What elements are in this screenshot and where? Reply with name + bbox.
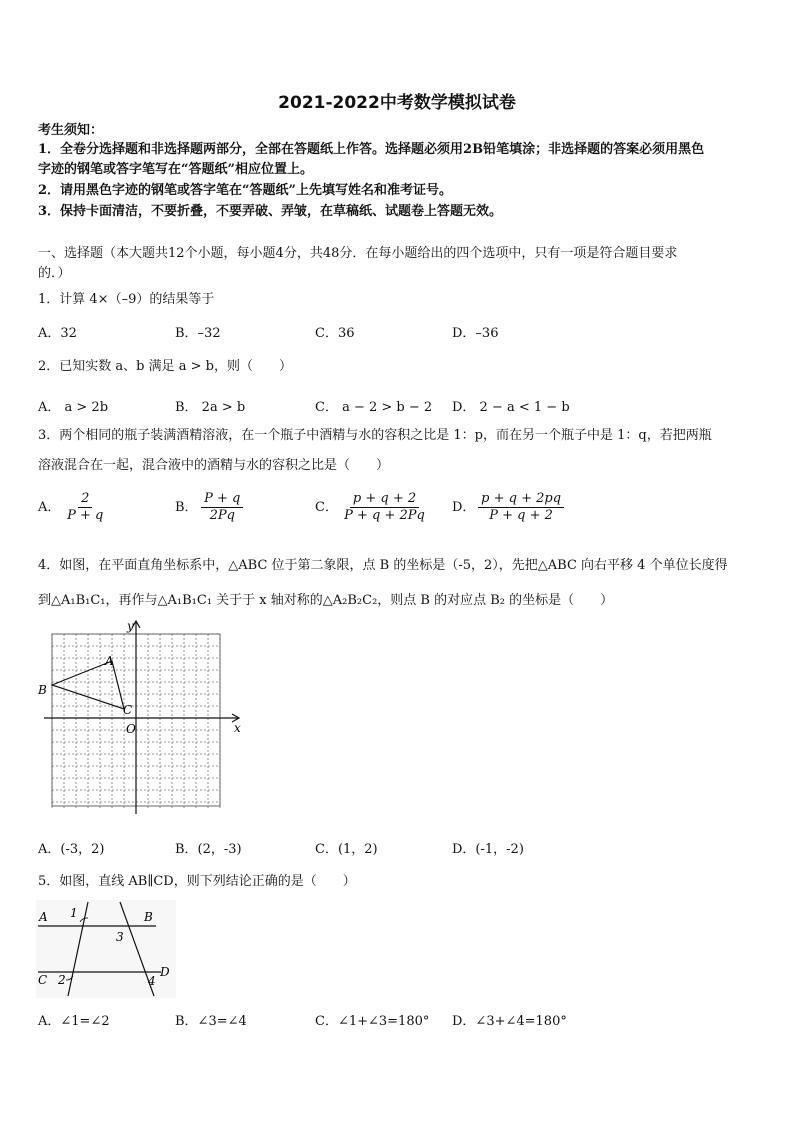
q4-label-a: A [105, 654, 114, 668]
q2-option-a[interactable]: A． a > 2b [38, 400, 109, 415]
q3-option-a-denominator: P + q [67, 508, 104, 523]
q4-stem-line1: 4．如图，在平面直角坐标系中，△ABC 位于第二象限，点 B 的坐标是（-5，2），先把△ABC 向右平移 4 个单位长度得 [38, 558, 728, 573]
q4-label-y: y [127, 619, 134, 633]
q5-label-angle-4: 4 [148, 974, 156, 988]
q1-option-b[interactable]: B．–32 [175, 326, 221, 341]
q3-option-c-fraction [341, 491, 428, 524]
q3-option-b-denominator: 2Pq [209, 508, 235, 523]
q4-option-d[interactable]: D．(-1，-2) [452, 842, 524, 857]
q3-option-b-letter: B． [175, 500, 198, 515]
q4-triangle-abc [52, 661, 124, 709]
q5-option-c[interactable]: C．∠1+∠3=180° [315, 1014, 430, 1029]
section-heading-line2: 的．） [38, 266, 71, 281]
notice-item-1-cont: 字迹的钢笔或答字笔写在“答题纸”相应位置上。 [38, 162, 313, 177]
q3-option-d[interactable] [452, 491, 564, 524]
q4-label-c: C [123, 703, 133, 717]
q4-option-c[interactable]: C．(1，2) [315, 842, 378, 857]
q3-option-b-numerator: P + q [201, 491, 243, 508]
q4-option-b[interactable]: B．(2，-3) [175, 842, 242, 857]
q3-stem-line1: 3．两个相同的瓶子装满酒精溶液，在一个瓶子中酒精与水的容积之比是 1：p，而在另一个瓶子中是 1：q，若把两瓶 [38, 428, 712, 443]
q5-label-b: B [144, 910, 153, 924]
q3-option-d-letter: D． [452, 500, 476, 515]
q5-label-angle-2: 2 [58, 973, 66, 987]
q2-option-b[interactable]: B． 2a > b [175, 400, 246, 415]
q4-label-origin: O [126, 722, 136, 736]
notice-item-2: 2．请用黑色字迹的钢笔或答字笔在“答题纸”上先填写姓名和准考证号。 [38, 183, 453, 198]
q3-option-d-denominator: P + q + 2 [489, 508, 553, 523]
q1-option-d[interactable]: D．–36 [452, 326, 499, 341]
page-title: 2021-2022中考数学模拟试卷 [278, 93, 516, 113]
q5-option-d[interactable]: D．∠3+∠4=180° [452, 1014, 567, 1029]
q5-label-angle-3: 3 [116, 930, 124, 944]
q3-stem-line2: 溶液混合在一起，混合液中的酒精与水的容积之比是（ ） [38, 458, 390, 473]
q3-option-a[interactable] [38, 491, 106, 524]
q2-option-c[interactable]: C． a − 2 > b − 2 [315, 400, 433, 415]
q1-stem: 1．计算 4×（–9）的结果等于 [38, 292, 215, 307]
notice-item-3: 3．保持卡面清洁，不要折叠，不要弄破、弄皱，在草稿纸、试题卷上答题无效。 [38, 204, 503, 219]
q4-option-a[interactable]: A．(-3，2) [38, 842, 105, 857]
q5-option-a[interactable]: A．∠1=∠2 [38, 1014, 110, 1029]
q1-option-a[interactable]: A．32 [38, 326, 77, 341]
q3-option-c-letter: C． [315, 500, 338, 515]
q5-option-b[interactable]: B．∠3=∠4 [175, 1014, 247, 1029]
q2-option-d[interactable]: D． 2 − a < 1 − b [452, 400, 570, 415]
q1-option-c[interactable]: C．36 [315, 326, 355, 341]
q5-label-angle-1: 1 [70, 906, 78, 920]
q3-option-c[interactable] [315, 491, 428, 524]
q4-label-x: x [234, 721, 241, 735]
q3-option-b[interactable] [175, 491, 243, 524]
q4-coordinate-figure [36, 618, 246, 816]
q3-option-a-letter: A． [38, 500, 61, 515]
q4-stem-line2: 到△A₁B₁C₁，再作与△A₁B₁C₁ 关于于 x 轴对称的△A₂B₂C₂，则点 B 的对应点 B₂ 的坐标是（ ） [38, 593, 614, 608]
q3-option-d-numerator: p + q + 2pq [478, 491, 564, 508]
q5-parallel-lines-figure [36, 900, 176, 998]
q2-stem: 2．已知实数 a、b 满足 a > b，则（ ） [38, 359, 292, 374]
section-heading-line1: 一、选择题（本大题共12个小题，每小题4分，共48分．在每小题给出的四个选项中，只有一项是符合题目要求 [38, 246, 678, 261]
q3-option-c-numerator: p + q + 2 [350, 491, 419, 508]
q3-option-b-fraction [201, 491, 243, 524]
q3-option-c-denominator: P + q + 2Pq [344, 508, 425, 523]
notice-item-1: 1．全卷分选择题和非选择题两部分，全部在答题纸上作答。选择题必须用2B铅笔填涂；非选择题的答案必须用黑色 [38, 142, 705, 157]
q5-stem: 5．如图，直线 AB∥CD，则下列结论正确的是（ ） [38, 874, 356, 889]
q4-label-b: B [38, 683, 47, 697]
q5-label-a: A [39, 910, 48, 924]
notice-heading: 考生须知： [38, 123, 104, 138]
q3-option-a-fraction [64, 491, 106, 524]
q3-option-a-numerator: 2 [78, 491, 92, 508]
q5-label-c: C [38, 973, 48, 987]
q5-label-d: D [160, 965, 170, 979]
q3-option-d-fraction [478, 491, 564, 524]
